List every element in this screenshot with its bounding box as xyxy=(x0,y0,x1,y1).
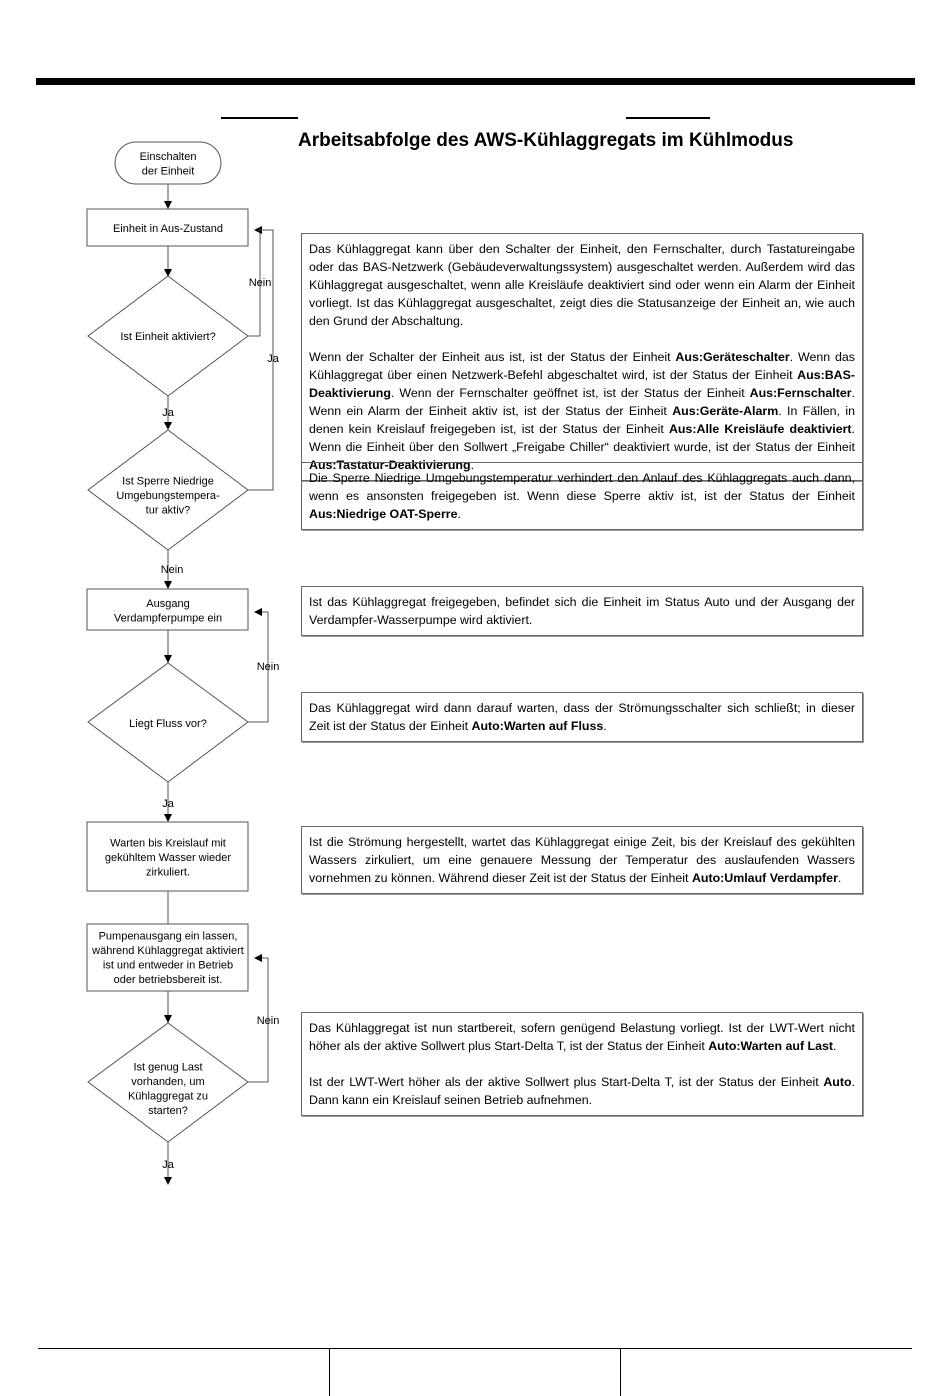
node-label-keep-pump: Pumpenausgang ein lassen, während Kühlaggregat aktiviert ist und entweder in Betrieb oder betriebsbereit ist. xyxy=(92,930,244,986)
node-label-wait-recirc: Warten bis Kreislauf mit gekühltem Wasser wieder zirkuliert. xyxy=(104,837,232,879)
label-yes-enabled: Ja xyxy=(162,407,174,419)
body-text: . Wenn das Kühlaggregat über einen Netzwerk-Befehl abgeschaltet wird, ist der Status der Einheit xyxy=(309,350,855,382)
desc-pump-on-paragraph xyxy=(309,593,855,629)
footer-divider-right xyxy=(620,1348,621,1396)
footer-rule xyxy=(38,1348,912,1349)
node-label-q-oat: Ist Sperre Niedrige Umgebungstempera-tur aktiv? xyxy=(116,475,220,517)
body-text: . Wenn der Fernschalter geöffnet ist, ist der Status der Einheit xyxy=(390,386,750,400)
label-no-flow: Nein xyxy=(256,661,280,673)
body-text: . xyxy=(470,458,475,472)
body-text: Wenn der Schalter der Einheit aus ist, ist der Status der Einheit xyxy=(309,350,676,364)
desc-unit-off-paragraph xyxy=(309,348,855,474)
body-text: . xyxy=(603,719,607,733)
body-text: . xyxy=(457,507,461,521)
desc-wait-load-paragraph xyxy=(309,1019,855,1055)
node-label-q-enabled: Ist Einheit aktiviert? xyxy=(120,331,216,343)
desc-low-oat xyxy=(301,462,863,530)
footer-divider-left xyxy=(329,1348,330,1396)
desc-wait-load-paragraph xyxy=(309,1073,855,1109)
node-label-q-flow: Liegt Fluss vor? xyxy=(129,718,207,730)
body-text: Die Sperre Niedrige Umgebungstemperatur verhindert den Anlauf des Kühlaggregats auch dann, wenn es ansonsten freigegeben ist. Wenn diese Sperre aktiv ist, ist der Status der Einheit xyxy=(309,471,855,503)
desc-low-oat-paragraph xyxy=(309,469,855,523)
body-text: . Wenn ein Alarm der Einheit aktiv ist, ist der Status der Einheit xyxy=(309,386,855,418)
desc-wait-flow xyxy=(301,692,863,742)
desc-unit-off-paragraph xyxy=(309,240,855,330)
desc-wait-flow-paragraph xyxy=(309,699,855,735)
desc-wait-load xyxy=(301,1012,863,1116)
status-text: Auto xyxy=(823,1075,852,1089)
status-text: Aus:Geräte-Alarm xyxy=(672,404,779,418)
status-text: Aus:Alle Kreisläufe deaktiviert xyxy=(668,422,852,436)
status-text: Aus:Tastatur-Deaktivierung xyxy=(309,458,471,472)
flowchart xyxy=(0,0,300,1200)
status-text: Auto:Umlauf Verdampfer xyxy=(691,871,838,885)
label-yes-flow: Ja xyxy=(162,798,174,810)
label-no-enabled: Nein xyxy=(248,277,272,289)
body-text: Ist der LWT-Wert höher als der aktive Sollwert plus Start-Delta T, ist der Status der Einheit xyxy=(309,1075,824,1089)
body-text: . In Fällen, in denen kein Kreislauf freigegeben ist, ist der Status der Einheit xyxy=(309,404,855,436)
desc-recirc xyxy=(301,826,863,894)
desc-pump-on xyxy=(301,586,863,636)
node-label-q-load: Ist genug Last vorhanden, um Kühlaggregat zu starten? xyxy=(127,1061,209,1117)
header-rule-right xyxy=(626,117,710,119)
node-label-pump-on: Ausgang Verdampferpumpe ein xyxy=(113,597,223,625)
label-no-load: Nein xyxy=(256,1015,280,1027)
status-text: Auto:Warten auf Fluss xyxy=(471,719,604,733)
label-yes-load: Ja xyxy=(162,1159,174,1171)
status-text: Auto:Warten auf Last xyxy=(708,1039,834,1053)
status-text: Aus:Geräteschalter xyxy=(675,350,790,364)
node-label-off-state: Einheit in Aus-Zustand xyxy=(112,223,224,235)
page-title: Arbeitsabfolge des AWS-Kühlaggregats im Kühlmodus xyxy=(298,130,794,151)
status-text: Aus:Niedrige OAT-Sperre xyxy=(309,507,458,521)
body-text: . xyxy=(833,1039,837,1053)
status-text: Aus:Fernschalter xyxy=(749,386,852,400)
body-text: Ist die Strömung hergestellt, wartet das Kühlaggregat einige Zeit, bis der Kreislauf des gekühlten Wassers zirkuliert, um eine genauere Messung der Temperatur des auslaufenden Wassers vornehmen zu können. Während dieser Zeit ist der Status der Einheit xyxy=(309,835,855,885)
status-text: Aus:BAS-Deaktivierung xyxy=(309,368,855,400)
label-no-oat: Nein xyxy=(160,564,184,576)
start-terminal xyxy=(115,142,221,184)
body-text: Das Kühlaggregat kann über den Schalter der Einheit, den Fernschalter, durch Tastatureingabe oder das BAS-Netzwerk (Gebäudeverwaltungssystem) ausgeschaltet werden. Außerdem wird das Kühlaggregat ausgeschaltet, wenn alle Kreisläufe deaktiviert sind oder wenn ein Alarm der Einheit vorliegt. Ist das Kühlaggregat ausgeschaltet, zeigt dies die Statusanzeige der Einheit an, wie auch den Grund der Abschaltung. xyxy=(309,242,855,328)
desc-unit-off xyxy=(301,233,863,481)
body-text: Ist das Kühlaggregat freigegeben, befindet sich die Einheit im Status Auto und der Ausgang der Verdampfer-Wasserpumpe wird aktiviert. xyxy=(309,595,855,627)
desc-recirc-paragraph xyxy=(309,833,855,887)
body-text: . Dann kann ein Kreislauf seinen Betrieb aufnehmen. xyxy=(309,1075,855,1107)
body-text: . Wenn die Einheit über den Sollwert „Freigabe Chiller“ deaktiviert wurde, ist der Status der Einheit xyxy=(309,422,855,454)
body-text: Das Kühlaggregat ist nun startbereit, sofern genügend Belastung vorliegt. Ist der LWT-Wert nicht höher als der aktive Sollwert plus Start-Delta T, ist der Status der Einheit xyxy=(309,1021,855,1053)
body-text: . xyxy=(837,871,842,885)
body-text: Das Kühlaggregat wird dann darauf warten, dass der Strömungsschalter sich schließt; in dieser Zeit ist der Status der Einheit xyxy=(309,701,855,733)
label-yes-oat: Ja xyxy=(267,353,279,365)
node-label-start: Einschalten der Einheit xyxy=(139,150,197,178)
